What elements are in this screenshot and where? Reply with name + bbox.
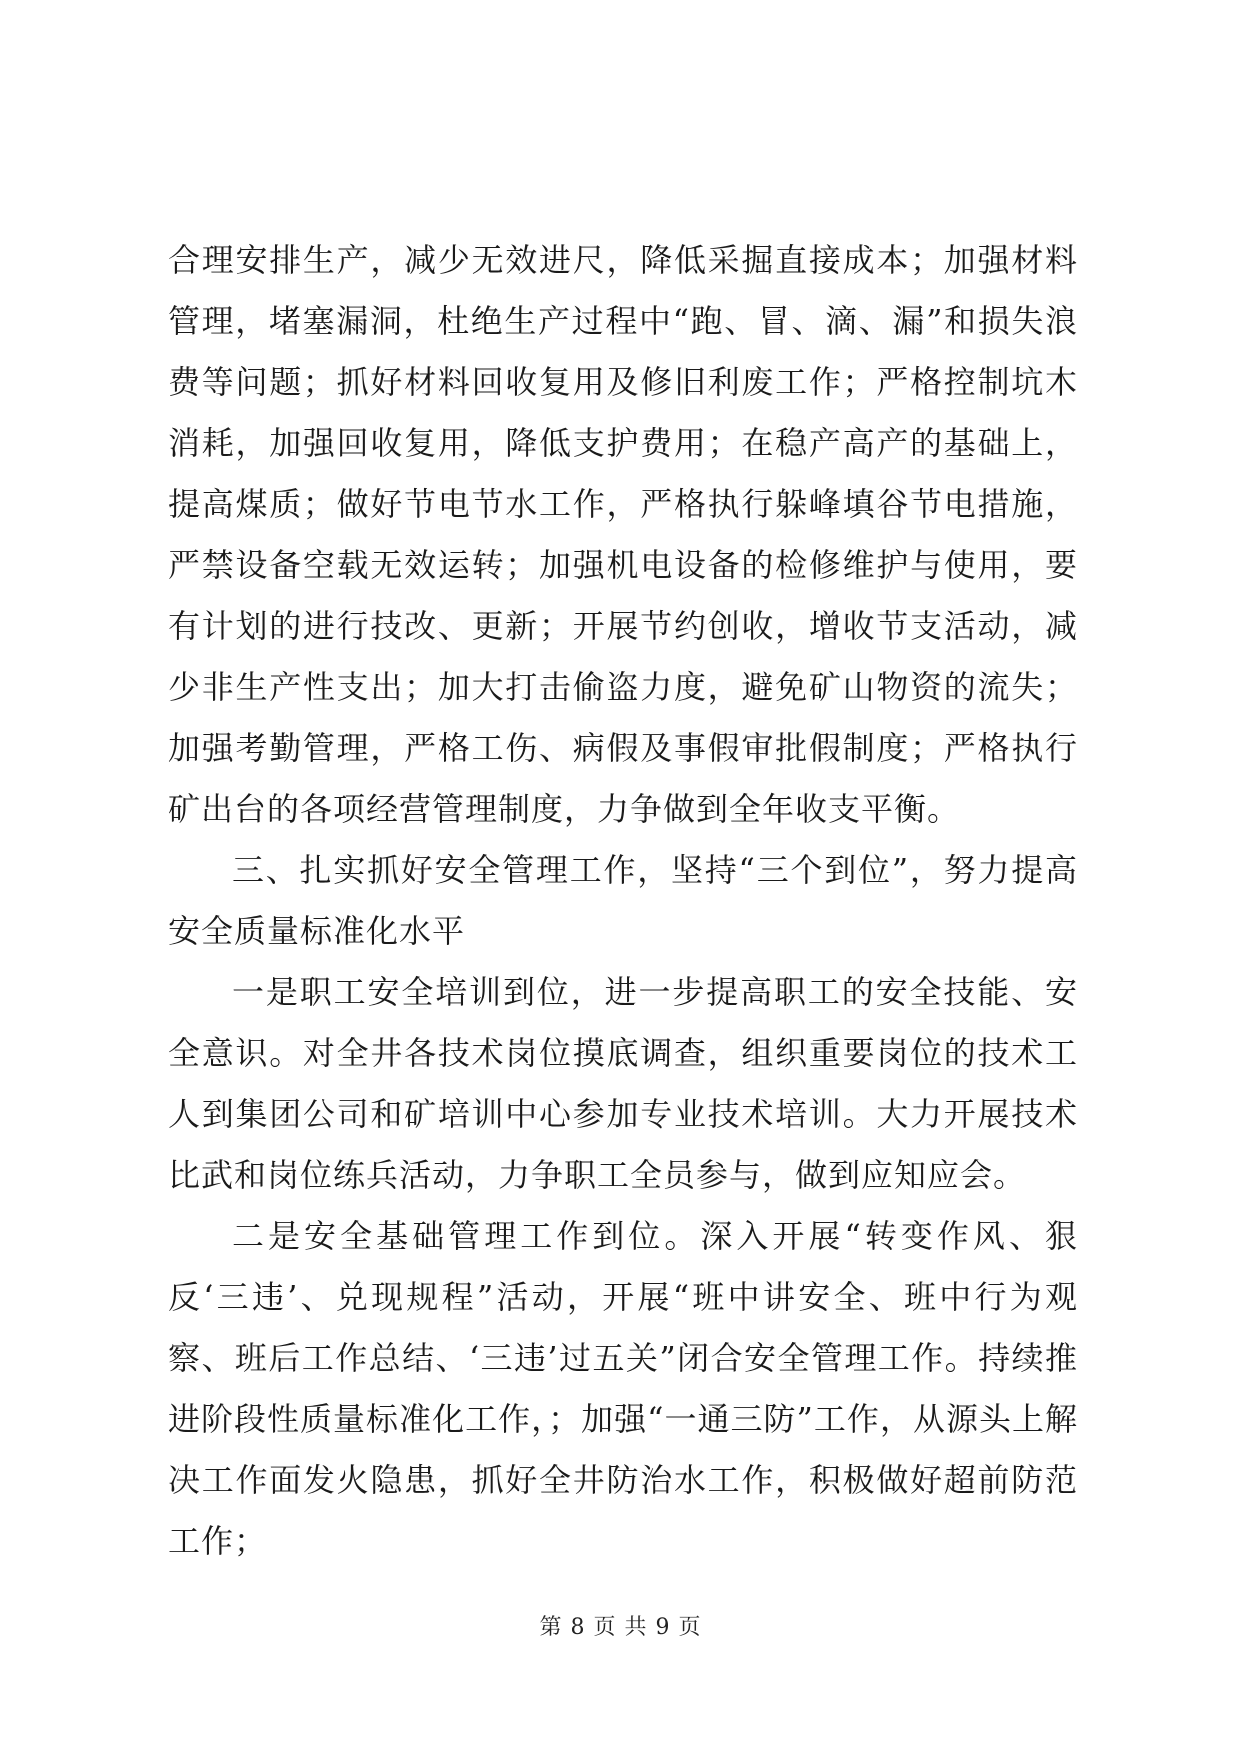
document-body bbox=[168, 230, 1078, 1572]
paragraph-management: 二是安全基础管理工作到位。深入开展“转变作风、狠反‘三违’、兑现规程”活动，开展“班中讲安全、班中行为观察、班后工作总结、‘三违’过五关”闭合安全管理工作。持续推进阶段性质量标准化工作，；加强“一通三防”工作，从源头上解决工作面发火隐患，抓好全井防治水工作，积极做好超前防范工作； bbox=[168, 1217, 1078, 1560]
section-heading: 三、扎实抓好安全管理工作，坚持“三个到位”，努力提高安全质量标准化水平 bbox=[168, 851, 1078, 950]
paragraph-continuation: 合理安排生产，减少无效进尺，降低采掘直接成本；加强材料管理，堵塞漏洞，杜绝生产过程中“跑、冒、滴、漏”和损失浪费等问题；抓好材料回收复用及修旧利废工作；严格控制坑木消耗，加强回收复用，降低支护费用；在稳产高产的基础上，提高煤质；做好节电节水工作，严格执行躲峰填谷节电措施，严禁设备空载无效运转；加强机电设备的检修维护与使用，要有计划的进行技改、更新；开展节约创收，增收节支活动，减少非生产性支出；加大打击偷盗力度，避免矿山物资的流失；加强考勤管理，严格工伤、病假及事假审批假制度；严格执行矿出台的各项经营管理制度，力争做到全年收支平衡。 bbox=[168, 241, 1078, 828]
page-number-footer: 第 8 页 共 9 页 bbox=[539, 1615, 702, 1640]
paragraph-training: 一是职工安全培训到位，进一步提高职工的安全技能、安全意识。对全井各技术岗位摸底调查，组织重要岗位的技术工人到集团公司和矿培训中心参加专业技术培训。大力开展技术比武和岗位练兵活动，力争职工全员参与，做到应知应会。 bbox=[168, 973, 1078, 1194]
